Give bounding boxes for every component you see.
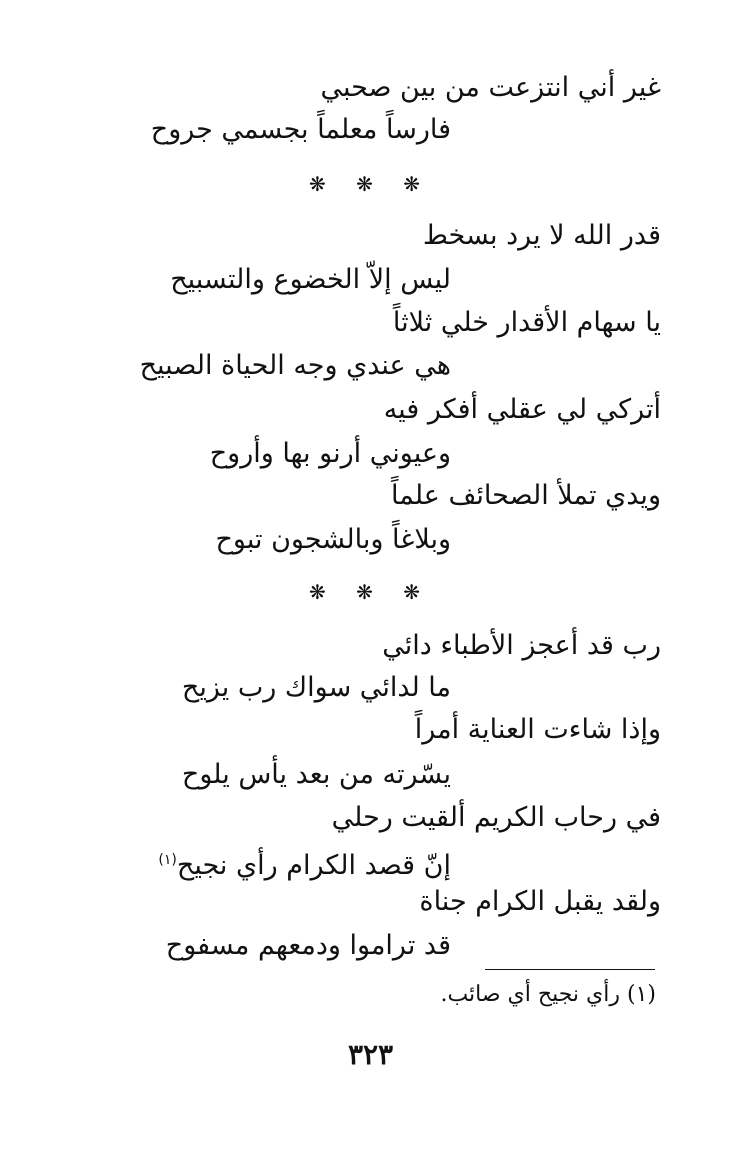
verse-line: ما لدائي سواك رب يزيح bbox=[181, 672, 451, 703]
verse-line: وإذا شاءت العناية أمراً bbox=[414, 714, 661, 745]
verse-line: ولقد يقبل الكرام جناة bbox=[419, 886, 661, 917]
verse-line bbox=[51, 842, 451, 884]
section-separator: ❋ ❋ ❋ bbox=[309, 580, 432, 604]
verse-line: هي عندي وجه الحياة الصبيح bbox=[139, 350, 451, 381]
verse-text: إنّ قصد الكرام رأي نجيح bbox=[176, 850, 451, 881]
verse-line: فارساً معلماً بجسمي جروح bbox=[150, 114, 451, 145]
verse-line: في رحاب الكريم ألقيت رحلي bbox=[331, 802, 661, 833]
verse-line: ويدي تملأ الصحائف علماً bbox=[391, 480, 661, 511]
footnote-divider bbox=[485, 969, 655, 970]
verse-line: يا سهام الأقدار خلي ثلاثاً bbox=[392, 307, 661, 338]
section-separator: ❋ ❋ ❋ bbox=[309, 172, 432, 196]
verse-line: قد تراموا ودمعهم مسفوح bbox=[165, 930, 451, 961]
footnote: (١) رأي نجيح أي صائب. bbox=[440, 982, 656, 1007]
verse-line: وبلاغاً وبالشجون تبوح bbox=[215, 524, 451, 555]
verse-line: يسّرته من بعد يأس يلوح bbox=[181, 759, 451, 790]
verse-line: رب قد أعجز الأطباء دائي bbox=[382, 630, 661, 661]
footnote-reference: (١) bbox=[158, 852, 177, 868]
verse-line: أتركي لي عقلي أفكر فيه bbox=[383, 394, 661, 425]
verse-line: غير أني انتزعت من بين صحبي bbox=[320, 72, 661, 103]
page-number: ٣٢٣ bbox=[347, 1038, 394, 1071]
verse-line: ليس إلاّ الخضوع والتسبيح bbox=[170, 264, 451, 295]
verse-line: قدر الله لا يرد بسخط bbox=[422, 220, 661, 251]
verse-line: وعيوني أرنو بها وأروح bbox=[209, 438, 451, 469]
